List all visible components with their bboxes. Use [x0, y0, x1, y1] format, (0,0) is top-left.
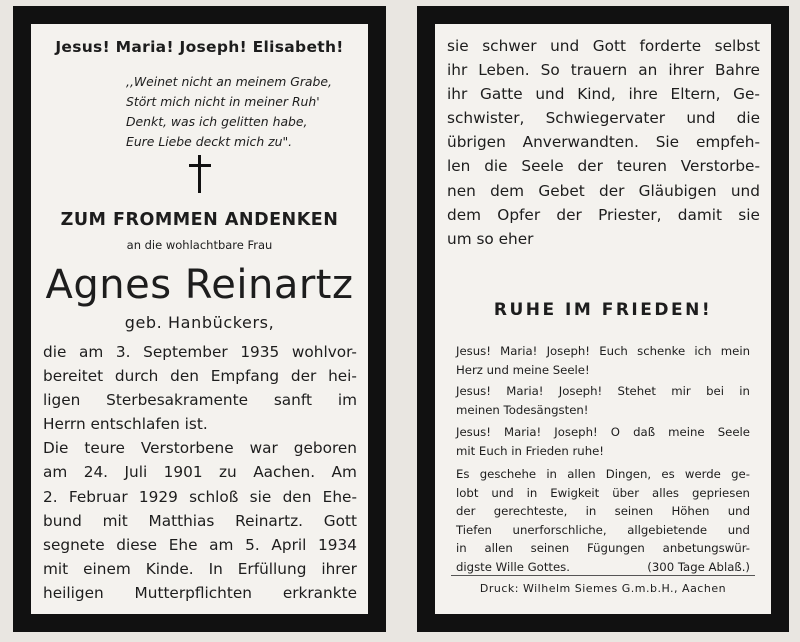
word: Matthias	[148, 511, 215, 530]
prayer-line	[456, 423, 750, 442]
biography	[43, 340, 357, 605]
word: Gott	[592, 37, 626, 55]
bio-line	[43, 533, 357, 557]
word: Gebet	[538, 181, 585, 200]
word: erkrankte	[282, 583, 357, 602]
bio-line	[43, 509, 357, 533]
word: 1935	[240, 343, 280, 361]
dedication: an die wohlachtbare Frau	[126, 238, 273, 252]
text-line	[447, 82, 760, 106]
prayer-line	[456, 465, 750, 484]
word: den	[170, 367, 199, 386]
word: Gatte	[479, 85, 523, 104]
word: dem	[490, 181, 525, 200]
word: Joseph!	[554, 425, 598, 439]
prayer-line	[456, 382, 750, 401]
prayer-line: Herz und meine Seele!	[456, 362, 590, 377]
word: ihr	[447, 61, 468, 80]
word: es	[661, 467, 675, 481]
word: sie	[447, 37, 469, 55]
word: teuren	[616, 157, 667, 176]
word: Aachen.	[253, 463, 316, 482]
word: Ewigkeit	[550, 485, 600, 500]
word: an	[638, 61, 658, 80]
word: ich	[694, 344, 712, 358]
prayer-2	[456, 382, 750, 419]
word: die	[736, 109, 760, 128]
word: Maria!	[506, 384, 544, 398]
word: allgebietende	[627, 522, 708, 537]
word: Joseph!	[546, 344, 590, 358]
continuation-text	[447, 34, 760, 251]
memorial-card-right	[417, 6, 789, 632]
word: dem	[447, 205, 482, 224]
prayer-line	[456, 484, 750, 503]
memorial-heading: ZUM FROMMEN ANDENKEN	[60, 210, 339, 230]
final-prayer-end: digste Wille Gottes.	[456, 559, 570, 574]
word: 1901	[163, 463, 203, 482]
word: am	[209, 535, 234, 554]
word: Erfüllung	[237, 559, 307, 578]
bio-line	[43, 581, 357, 605]
word: Tiefen	[456, 522, 492, 537]
word: Ehe	[168, 535, 198, 554]
word: Schwiegervater	[545, 109, 666, 128]
word: und	[727, 504, 750, 518]
word: trauern	[570, 61, 628, 80]
word: ihr	[447, 85, 468, 104]
word: ihre	[628, 85, 658, 104]
text-line	[447, 106, 760, 130]
verse-line: Eure Liebe deckt mich zu".	[126, 134, 293, 149]
word: Verstorbene	[140, 439, 234, 458]
word: die	[43, 343, 67, 361]
text-line	[447, 154, 760, 178]
word: und	[730, 181, 760, 200]
word: Maria!	[500, 344, 538, 358]
word: den	[282, 487, 312, 506]
word: Empfang	[210, 367, 280, 386]
bio-line	[43, 485, 357, 509]
word: zu	[219, 463, 237, 482]
word: schwer	[482, 37, 537, 55]
word: der	[577, 157, 603, 176]
word: Bahre	[715, 61, 760, 80]
word: ihrer	[321, 559, 357, 578]
word: und	[491, 485, 514, 500]
bio-line	[43, 364, 357, 388]
prayer-line	[456, 502, 750, 521]
word: damit	[677, 205, 723, 224]
word: September	[143, 343, 228, 361]
text-line	[447, 203, 760, 227]
word: Höhen	[671, 504, 710, 518]
word: Sterbesakramente	[106, 391, 248, 410]
word: Verstorbe-	[680, 157, 760, 176]
word: 24.	[83, 463, 109, 482]
word: 2.	[43, 487, 58, 506]
indulgence-note: (300 Tage Ablaß.)	[647, 559, 750, 574]
word: len	[447, 157, 471, 176]
word: am	[43, 463, 68, 482]
word: Jesus!	[456, 425, 491, 439]
word: ge-	[731, 467, 750, 481]
bio-line	[43, 460, 357, 484]
verse-line: Stört mich nicht in meiner Ruh'	[126, 94, 320, 109]
prayer-line	[456, 521, 750, 540]
word: der	[598, 181, 625, 200]
word: in	[739, 384, 750, 398]
word: diese	[116, 535, 158, 554]
bio-line: Herrn entschlafen ist.	[43, 415, 208, 434]
word: Jesus!	[456, 384, 491, 398]
word: Priester,	[598, 205, 662, 224]
word: lobt	[456, 485, 479, 500]
word: Seele	[521, 157, 564, 176]
word: in	[546, 467, 557, 481]
text-line	[447, 130, 760, 154]
word: Joseph!	[558, 384, 603, 398]
rest-in-peace-heading: RUHE IM FRIEDEN!	[493, 300, 713, 320]
word: am	[79, 343, 104, 361]
invocation: Jesus! Maria! Joseph! Elisabeth!	[55, 38, 344, 56]
word: bereitet	[43, 367, 104, 386]
word: übrigen	[447, 133, 506, 152]
word: mein	[720, 344, 750, 358]
text-line: um so eher	[447, 229, 534, 248]
word: unerforschliche,	[512, 522, 607, 537]
prayer-line: meinen Todesängsten!	[456, 402, 589, 417]
word: 1929	[138, 487, 178, 506]
word: daß	[633, 425, 656, 439]
word: forderte	[639, 37, 702, 55]
word: durch	[114, 367, 159, 386]
word: nen	[447, 181, 476, 200]
word: und	[535, 85, 565, 104]
word: So	[540, 61, 560, 80]
word: Mutterpflichten	[134, 583, 252, 602]
word: Kind,	[577, 85, 616, 104]
word: mit	[102, 511, 128, 530]
word: schwister,	[447, 109, 525, 128]
word: segnete	[43, 535, 105, 554]
word: teure	[84, 439, 125, 458]
divider	[451, 575, 755, 576]
word: Maria!	[504, 425, 542, 439]
word: Euch	[599, 344, 628, 358]
word: Opfer	[497, 205, 541, 224]
deceased-name: Agnes Reinartz	[45, 262, 354, 308]
word: Anverwandten.	[522, 133, 639, 152]
verse-line: Denkt, was ich gelitten habe,	[126, 114, 308, 129]
word: Die	[43, 439, 69, 458]
word: bei	[706, 384, 724, 398]
bio-line	[43, 557, 357, 581]
word: Fügungen	[587, 541, 645, 555]
word: Juli	[124, 463, 148, 482]
prayer-1	[456, 342, 750, 379]
memorial-card-left	[13, 6, 386, 632]
word: Ge-	[733, 85, 760, 104]
cross-icon	[31, 155, 368, 193]
word: O	[610, 425, 620, 439]
word: 1934	[318, 535, 357, 554]
word: geschehe	[479, 467, 537, 481]
prayer-line-last	[456, 558, 750, 577]
prayer-line	[456, 539, 750, 558]
text-line	[447, 34, 760, 58]
word: in	[526, 485, 538, 500]
verse-line: ,,Weinet nicht an meinem Grabe,	[126, 74, 332, 89]
bio-line	[43, 436, 357, 460]
word: Februar	[68, 487, 128, 506]
word: empfeh-	[695, 133, 760, 152]
word: werde	[684, 467, 721, 481]
word: und	[686, 109, 716, 128]
bio-line	[43, 340, 357, 364]
word: die	[484, 157, 508, 176]
word: Gläubigen	[638, 181, 717, 200]
word: gerechteste,	[493, 504, 568, 518]
word: einem	[83, 559, 131, 578]
word: Stehet	[617, 384, 656, 398]
word: der	[456, 504, 476, 518]
word: in	[456, 541, 467, 555]
text-line	[447, 58, 760, 82]
word: mir	[671, 384, 691, 398]
prayer-3	[456, 423, 750, 460]
word: allen	[567, 467, 596, 481]
word: alles	[652, 485, 679, 500]
word: wohlvor-	[291, 343, 357, 361]
word: In	[208, 559, 223, 578]
word: hei-	[328, 367, 357, 386]
word: der	[290, 367, 317, 386]
word: Gott	[323, 511, 357, 530]
text-line	[447, 179, 760, 203]
word: April	[271, 535, 307, 554]
word: sie	[738, 205, 760, 224]
maiden-name: geb. Hanbückers,	[124, 313, 275, 332]
word: Ehe-	[322, 487, 357, 506]
card-right-inner	[435, 24, 771, 614]
word: gepriesen	[691, 485, 750, 500]
final-prayer	[456, 465, 750, 576]
word: Dingen,	[605, 467, 652, 481]
word: der	[556, 205, 582, 224]
word: bund	[43, 511, 82, 530]
word: seinen	[614, 504, 654, 518]
word: Am	[331, 463, 357, 482]
bio-line	[43, 388, 357, 412]
word: allen	[484, 541, 513, 555]
word: geboren	[293, 439, 357, 458]
prayer-line	[456, 342, 750, 361]
word: Leben.	[478, 61, 530, 80]
word: sanft	[273, 391, 312, 410]
word: sie	[249, 487, 272, 506]
word: Eltern,	[670, 85, 721, 104]
word: Seele	[717, 425, 750, 439]
word: schloß	[189, 487, 239, 506]
word: Jesus!	[456, 344, 491, 358]
word: war	[249, 439, 278, 458]
word: selbst	[714, 37, 760, 55]
word: Sie	[655, 133, 680, 152]
word: schenke	[637, 344, 686, 358]
word: 5.	[245, 535, 260, 554]
word: 3.	[115, 343, 131, 361]
word: und	[727, 522, 750, 537]
word: heiligen	[43, 583, 104, 602]
word: in	[585, 504, 597, 518]
printer-credit: Druck: Wilhelm Siemes G.m.b.H., Aachen	[479, 582, 727, 595]
word: im	[337, 391, 357, 410]
word: mit	[43, 559, 69, 578]
word: Es	[456, 467, 470, 481]
word: meine	[668, 425, 705, 439]
word: seinen	[530, 541, 570, 555]
word: ligen	[43, 391, 81, 410]
word: Reinartz.	[235, 511, 303, 530]
card-left-inner	[31, 24, 368, 614]
word: über	[612, 485, 640, 500]
word: und	[550, 37, 580, 55]
prayer-line: mit Euch in Frieden ruhe!	[456, 443, 604, 458]
word: ihrer	[668, 61, 704, 80]
word: anbetungswür-	[662, 541, 750, 555]
word: Kinde.	[145, 559, 194, 578]
